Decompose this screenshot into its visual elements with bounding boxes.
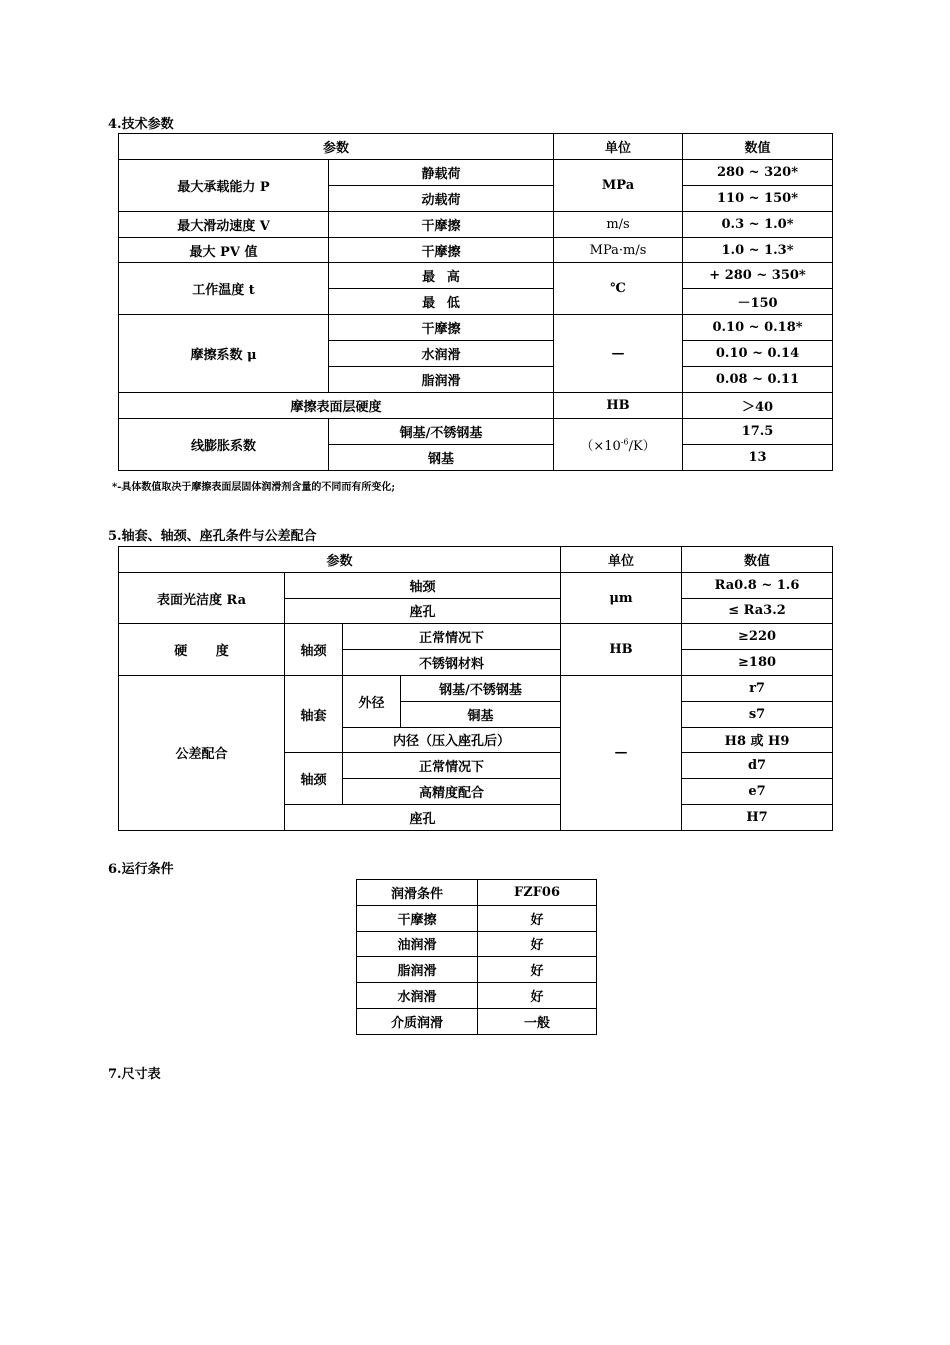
cond-cell: 铜基/不锈钢基	[329, 418, 554, 444]
header-unit: 单位	[554, 134, 683, 160]
cond-cell: 水润滑	[357, 983, 478, 1009]
section6-heading: 6.运行条件	[108, 862, 174, 877]
header-param: 参数	[119, 547, 561, 573]
footnote: *-具体数值取决于摩擦表面层固体润滑剂含量的不同而有所变化;	[112, 482, 396, 493]
value-cell: s7	[682, 701, 833, 727]
cond-cell: 脂润滑	[329, 367, 554, 393]
section5-heading: 5.轴套、轴颈、座孔条件与公差配合	[108, 529, 317, 544]
header-unit: 单位	[561, 547, 682, 573]
cond-cell: 静载荷	[329, 159, 554, 185]
cond-cell: 正常情况下	[343, 624, 561, 650]
sub-label: 轴颈	[285, 624, 343, 676]
value-cell: 好	[478, 905, 597, 931]
table-row	[357, 1008, 597, 1034]
value-cell: 13	[683, 444, 833, 470]
cond-cell: 最高	[329, 263, 554, 289]
cond-cell: 座孔	[285, 804, 561, 830]
unit-cell: —	[561, 675, 682, 830]
table-row	[119, 237, 833, 263]
value-cell: 17.5	[683, 418, 833, 444]
cond-cell: 干摩擦	[329, 237, 554, 263]
value-cell: 110 ~ 150*	[683, 185, 833, 211]
table-row	[119, 418, 833, 444]
value-cell: + 280 ~ 350*	[683, 263, 833, 289]
value-cell: ≥220	[682, 624, 833, 650]
header-cond: 润滑条件	[357, 880, 478, 906]
value-cell: 一般	[478, 1008, 597, 1034]
table-row	[119, 624, 833, 650]
unit-cell: ℃	[554, 263, 683, 315]
unit-cell: m/s	[554, 211, 683, 237]
value-cell: e7	[682, 779, 833, 805]
value-cell: 0.3 ~ 1.0*	[683, 211, 833, 237]
row-label: 最大滑动速度 V	[119, 211, 329, 237]
cond-cell: 动载荷	[329, 185, 554, 211]
row-label: 最大 PV 值	[119, 237, 329, 263]
table-row	[119, 211, 833, 237]
cond-cell: 钢基	[329, 444, 554, 470]
cond-cell: 油润滑	[357, 931, 478, 957]
section4-heading: 4.技术参数	[108, 117, 174, 132]
value-cell: ＞40	[683, 392, 833, 418]
value-cell: 好	[478, 931, 597, 957]
value-cell: d7	[682, 753, 833, 779]
cond-cell: 内径（压入座孔后）	[343, 727, 561, 753]
row-label: 表面光洁度 Ra	[119, 572, 285, 624]
value-cell: 好	[478, 983, 597, 1009]
section7-heading: 7.尺寸表	[108, 1067, 161, 1082]
unit-cell: μm	[561, 572, 682, 624]
cond-cell: 正常情况下	[343, 753, 561, 779]
cond-cell: 水润滑	[329, 341, 554, 367]
cond-cell: 干摩擦	[357, 905, 478, 931]
table-header-row	[119, 547, 833, 573]
row-label: 摩擦系数 μ	[119, 315, 329, 393]
header-value: 数值	[682, 547, 833, 573]
row-label: 公差配合	[119, 675, 285, 830]
unit-cell: $(\times 10^{-6}/K)$	[554, 418, 683, 470]
header-model: FZF06	[478, 880, 597, 906]
value-cell: r7	[682, 675, 833, 701]
value-cell: H8 或 H9	[682, 727, 833, 753]
table-row	[119, 315, 833, 341]
table-row	[357, 957, 597, 983]
technical-params-table	[118, 133, 833, 471]
unit-cell: MPa·m/s	[554, 237, 683, 263]
row-label: 最大承载能力 P	[119, 159, 329, 211]
table-row	[119, 572, 833, 598]
table-row	[357, 983, 597, 1009]
sub-label: 外径	[343, 675, 401, 727]
cond-cell: 轴颈	[285, 572, 561, 598]
table-header-row	[119, 134, 833, 160]
table-row	[357, 931, 597, 957]
operating-conditions-table	[356, 879, 597, 1035]
sub-label: 轴颈	[285, 753, 343, 805]
cond-cell: 干摩擦	[329, 211, 554, 237]
value-cell: 0.10 ~ 0.18*	[683, 315, 833, 341]
value-cell: ≥180	[682, 650, 833, 676]
table-row	[357, 905, 597, 931]
value-cell: 0.10 ~ 0.14	[683, 341, 833, 367]
sub-label: 轴套	[285, 675, 343, 752]
cond-cell: 干摩擦	[329, 315, 554, 341]
unit-cell: —	[554, 315, 683, 393]
row-label: 线膨胀系数	[119, 418, 329, 470]
table-row	[119, 263, 833, 289]
value-cell: 0.08 ~ 0.11	[683, 367, 833, 393]
cond-cell: 不锈钢材料	[343, 650, 561, 676]
value-cell: 1.0 ~ 1.3*	[683, 237, 833, 263]
cond-cell: 钢基/不锈钢基	[401, 675, 561, 701]
cond-cell: 铜基	[401, 701, 561, 727]
value-cell: 280 ~ 320*	[683, 159, 833, 185]
row-label: 工作温度 t	[119, 263, 329, 315]
value-cell: H7	[682, 804, 833, 830]
table-row	[119, 675, 833, 701]
value-cell: 好	[478, 957, 597, 983]
cond-cell: 最低	[329, 289, 554, 315]
unit-cell: MPa	[554, 159, 683, 211]
unit-cell: HB	[554, 392, 683, 418]
header-param: 参数	[119, 134, 554, 160]
unit-cell: HB	[561, 624, 682, 676]
cond-cell: 脂润滑	[357, 957, 478, 983]
tolerance-table	[118, 546, 833, 831]
value-cell: Ra0.8 ~ 1.6	[682, 572, 833, 598]
value-cell: ≤ Ra3.2	[682, 598, 833, 624]
row-label: 硬度	[119, 624, 285, 676]
table-header-row	[357, 880, 597, 906]
table-row	[119, 392, 833, 418]
cond-cell: 介质润滑	[357, 1008, 478, 1034]
header-value: 数值	[683, 134, 833, 160]
row-label: 摩擦表面层硬度	[119, 392, 554, 418]
cond-cell: 座孔	[285, 598, 561, 624]
table-row	[119, 159, 833, 185]
value-cell: －150	[683, 289, 833, 315]
cond-cell: 高精度配合	[343, 779, 561, 805]
